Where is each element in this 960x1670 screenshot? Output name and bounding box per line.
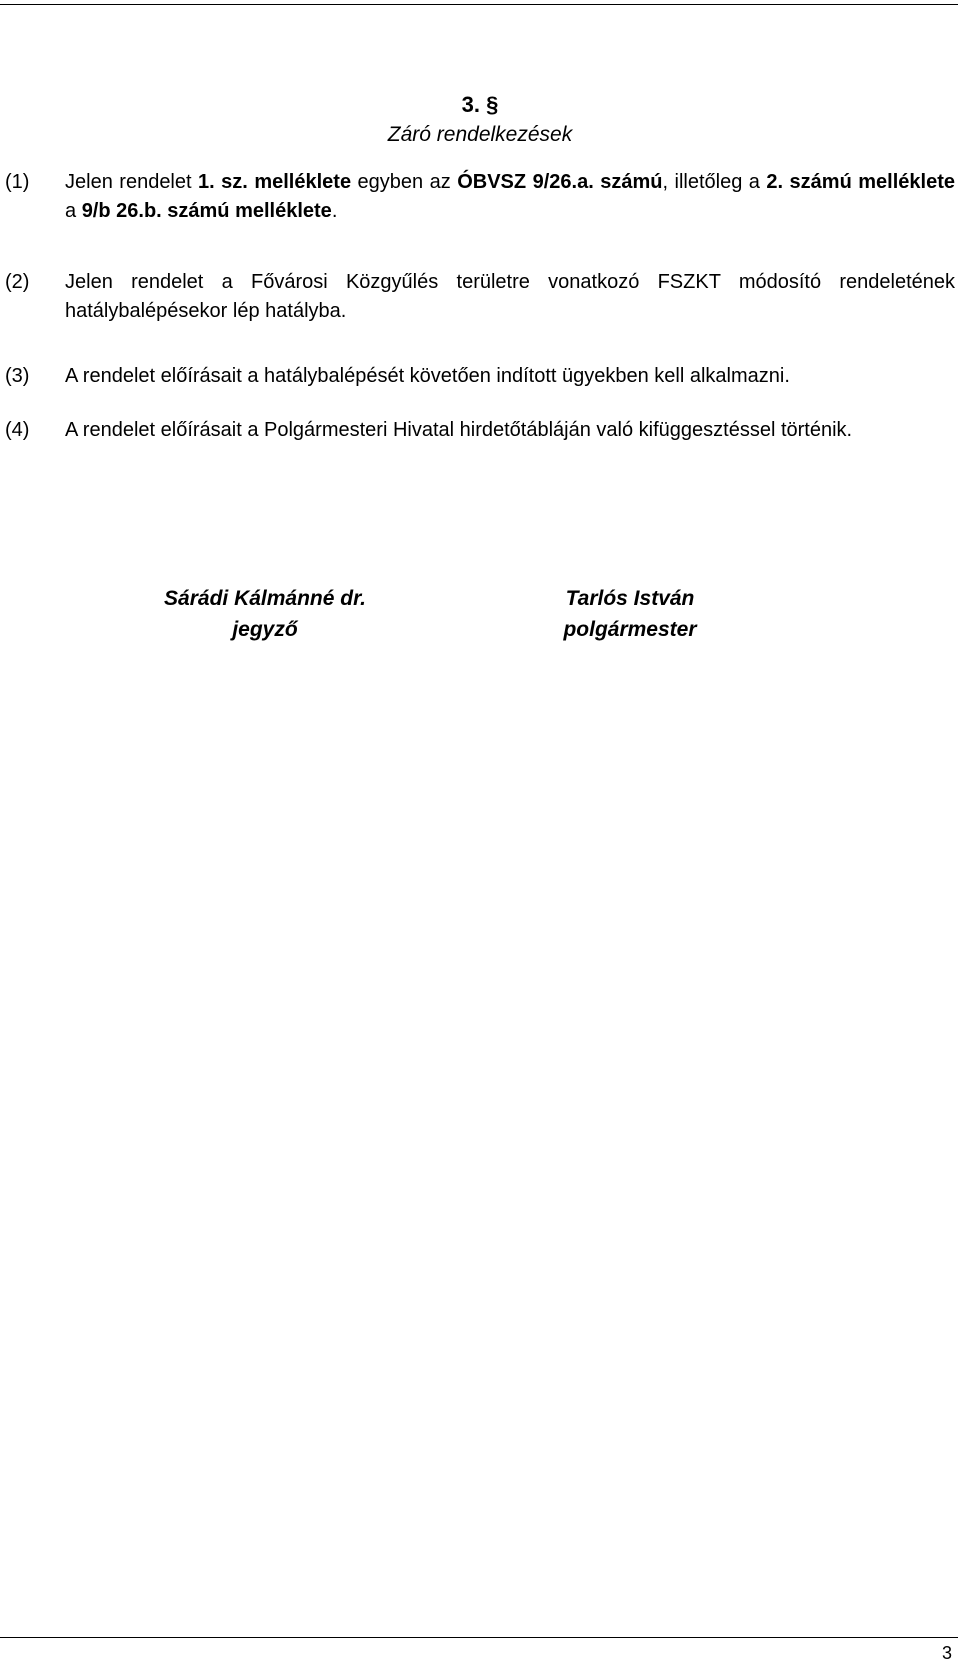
section-number: 3. § (461, 92, 499, 117)
paragraph-number: (4) (5, 419, 30, 441)
paragraph-text: A rendelet előírásait a hatálybalépését követően indított ügyekben kell alkalmazni. (65, 365, 790, 387)
page-number: 3 (941, 1643, 952, 1663)
paragraph-text-part: . (331, 200, 338, 222)
signature-role: jegyző (232, 618, 298, 641)
paragraph-3 (5, 362, 955, 391)
paragraph-1 (5, 168, 955, 226)
signature-name: Tarlós István (565, 587, 695, 610)
paragraph-text-part-bold: 2. számú melléklete (766, 171, 955, 193)
paragraph-text: A rendelet előírásait a Polgármesteri Hivatal hirdetőtábláján való kifüggesztéssel történik. (65, 419, 853, 441)
paragraph-text-part-bold: 1. sz. melléklete (198, 171, 352, 193)
signature-notary (135, 583, 395, 645)
paragraph-text-part: Jelen rendelet (65, 171, 199, 193)
paragraph-text-part-bold: ÓBVSZ 9/26.a. számú (457, 171, 663, 193)
paragraph-number: (1) (5, 171, 30, 193)
bottom-rule (0, 1637, 958, 1638)
top-rule (0, 4, 958, 5)
paragraph-text-part-bold: 9/b 26.b. számú melléklete (81, 200, 332, 222)
paragraph-text-part: egyben az (351, 171, 458, 193)
paragraph-4 (5, 416, 955, 445)
signature-mayor (500, 583, 760, 645)
paragraph-text: Jelen rendelet a Fővárosi Közgyűlés területre vonatkozó FSZKT módosító rendeletének hatálybalépésekor lép hatályba. (65, 271, 955, 322)
paragraph-text-part: a (65, 200, 82, 222)
paragraph-2 (5, 268, 955, 326)
paragraph-number: (3) (5, 365, 30, 387)
signature-name: Sárádi Kálmánné dr. (164, 587, 366, 610)
paragraph-text-part: , illetőleg a (662, 171, 767, 193)
section-heading (0, 90, 960, 150)
section-title: Záró rendelkezések (387, 123, 573, 146)
paragraph-text (5, 168, 955, 226)
signature-role: polgármester (563, 618, 697, 641)
paragraph-number: (2) (5, 271, 30, 293)
